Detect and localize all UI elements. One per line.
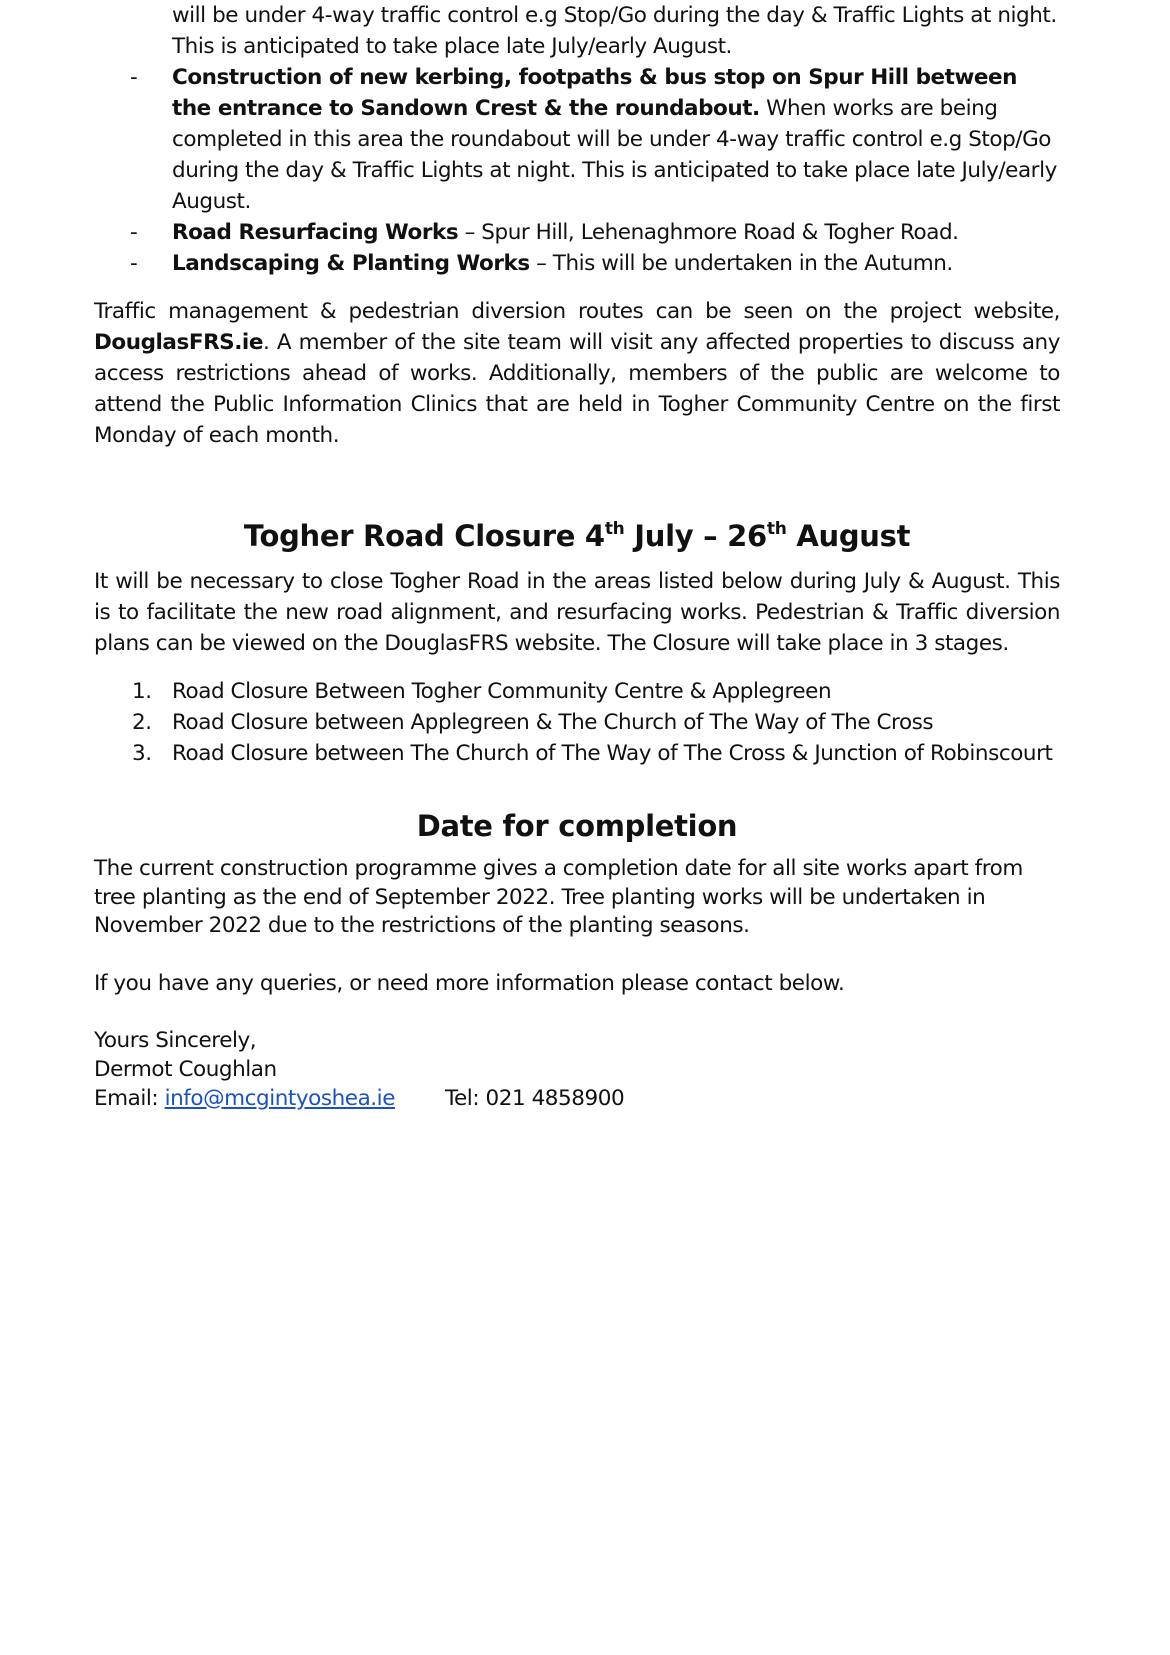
- item-title: Road Resurfacing Works: [172, 220, 459, 245]
- signature-block: [94, 1026, 1060, 1113]
- traffic-management-paragraph: [94, 296, 1060, 451]
- number-marker: 3.: [132, 741, 152, 766]
- item-text: – This will be undertaken in the Autumn.: [529, 251, 953, 276]
- ordinal-suffix: th: [766, 519, 787, 539]
- website-name: DouglasFRS.ie: [94, 330, 263, 355]
- works-list: [94, 0, 1060, 279]
- traffic-text-2: . A member of the site team will visit any affected properties to discuss any access restrictions ahead of works. Additionally, members of the public are welcome to attend the Public Information Clinics that are held in Togher Community Centre on the first Monday of each month.: [94, 330, 1060, 448]
- contact-line: [94, 1084, 1060, 1113]
- queries-paragraph: If you have any queries, or need more information please contact below.: [94, 970, 845, 996]
- continuation-line-2: This is anticipated to take place late July/early August.: [172, 34, 732, 59]
- number-marker: 1.: [132, 679, 152, 704]
- item-title: Landscaping & Planting Works: [172, 251, 530, 276]
- completion-heading: Date for completion: [416, 809, 738, 843]
- list-item-kerbing: [94, 62, 1060, 217]
- list-item-continuation: [94, 0, 1060, 62]
- list-item-landscaping: [94, 248, 1060, 279]
- road-closure-paragraph: It will be necessary to close Togher Road in the areas listed below during July & August. This is to facilitate the new road alignment, and resurfacing works. Pedestrian & Traffic diversion plans can be viewed on the DouglasFRS website. The Closure will take place in 3 stages.: [94, 569, 1060, 656]
- heading-part-b: July – 26: [624, 519, 767, 553]
- stage-text: Road Closure Between Togher Community Centre & Applegreen: [172, 679, 832, 704]
- telephone-number: Tel: 021 4858900: [445, 1085, 625, 1111]
- continuation-line-1: will be under 4-way traffic control e.g Stop/Go during the day & Traffic Lights at night.: [172, 3, 1057, 28]
- stage-text: Road Closure between The Church of The Way of The Cross & Junction of Robinscourt: [172, 741, 1053, 766]
- completion-paragraph: The current construction programme gives a completion date for all site works apart from tree planting as the end of September 2022. Tree planting works will be undertaken in November 2022 due to the restrictions of the planting seasons.: [94, 856, 1023, 938]
- traffic-text-1: Traffic management & pedestrian diversion routes can be seen on the project website,: [94, 299, 1060, 324]
- heading-part-a: Togher Road Closure 4: [243, 519, 605, 553]
- list-item: [94, 676, 1060, 707]
- dash-marker: -: [130, 251, 138, 276]
- closure-stages-list: [94, 676, 1060, 769]
- road-closure-heading: [94, 516, 1060, 556]
- number-marker: 2.: [132, 710, 152, 735]
- signatory-name: Dermot Coughlan: [94, 1056, 277, 1082]
- email-link[interactable]: info@mcgintyoshea.ie: [164, 1085, 395, 1111]
- heading-part-c: August: [786, 519, 911, 553]
- list-item-resurfacing: [94, 217, 1060, 248]
- item-text: When works are being completed in this area the roundabout will be under 4-way traffic control e.g Stop/Go during the day & Traffic Lights at night. This is anticipated to take place late July/early August.: [172, 96, 1057, 214]
- list-item: [94, 738, 1060, 769]
- stage-text: Road Closure between Applegreen & The Church of The Way of The Cross: [172, 710, 934, 735]
- list-item: [94, 707, 1060, 738]
- closing-line: Yours Sincerely,: [94, 1027, 257, 1053]
- email-label: Email:: [94, 1085, 165, 1111]
- item-title: Construction of new kerbing, footpaths & bus stop on Spur Hill between the entrance to Sandown Crest & the roundabout.: [172, 65, 1018, 121]
- ordinal-suffix: th: [604, 519, 625, 539]
- dash-marker: -: [130, 220, 138, 245]
- dash-marker: -: [130, 65, 138, 90]
- item-text: – Spur Hill, Lehenaghmore Road & Togher Road.: [458, 220, 959, 245]
